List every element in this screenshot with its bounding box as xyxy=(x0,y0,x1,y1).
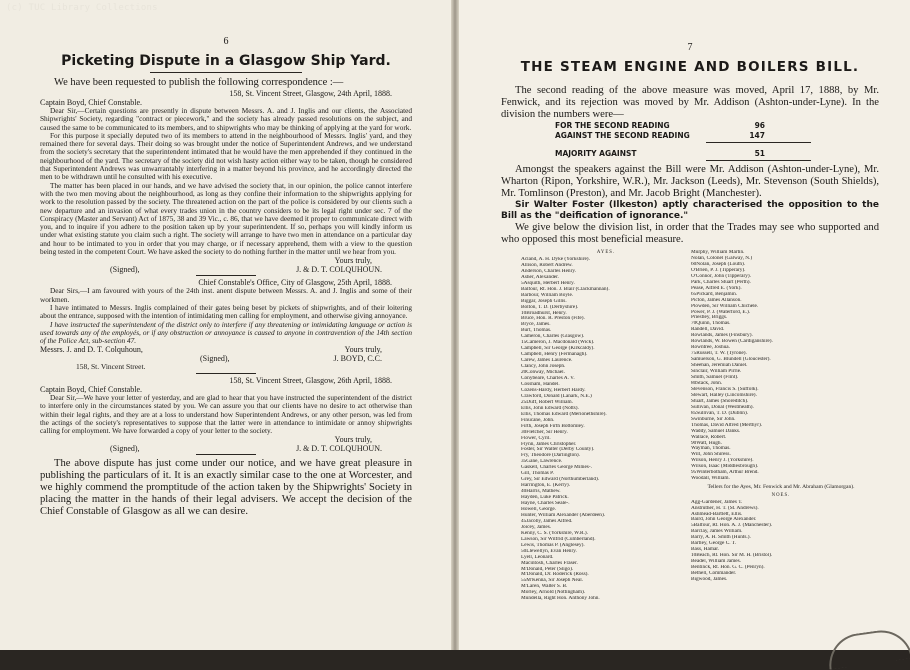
division-list-name: Anderson, Charles Henry. xyxy=(521,268,576,274)
division-list-name: Pease, Alfred E. (York). xyxy=(691,285,742,291)
division-list-name: Lewis, Thomas P. (Anglesey). xyxy=(521,542,585,548)
letter1-paragraph: For this purpose it specially deputed two of its members to attend in the neighbourhood of Messrs. Inglis' yard, and they remained there for several days. Their doing so was brought under the notice of Superintendent Andrews, and we understand from the society's secretary that the superintendent intimated that he would have the men apprehended if they continued in the neighbourhood of the yard. The secretary of the society did not wish hasty action either way to be taken, though he considered that Superintendent Andrews was unwarrantably interfering in a matter beyond his province, and he accordingly directed the men to be withdrawn until he consulted with his executive. xyxy=(40,130,412,182)
division-list-name: Wallace, Robert. xyxy=(691,434,727,440)
division-list-name: Bartley, George C. T. xyxy=(691,541,736,547)
letter1-address: 158, St. Vincent Street, Glasgow, 24th April, 1888. xyxy=(229,89,392,98)
division-list-name: 30Fletcher, Sir Henry. xyxy=(521,429,568,435)
letter2-addressee: 158, St. Vincent Street. xyxy=(76,362,146,372)
division-list-name: O'Brien, P. J. (Tipperary). xyxy=(691,267,746,273)
letter1-salutation: Captain Boyd, Chief Constable. xyxy=(40,98,142,107)
division-list-name: 50Llewellyn, Evan Henry. xyxy=(521,548,577,554)
division-list-name: 35Gane, Lawrence. xyxy=(521,459,563,465)
division-list-name: 45Jacoby, James Alfred. xyxy=(521,518,573,524)
division-list-name: Bolton, T. D. (Derbyshire). xyxy=(521,304,579,310)
division-list-name: Macintosh, Charles Fraser. xyxy=(521,560,578,566)
division-list-name: Lawson, Sir Wilfrid (Cumberland). xyxy=(521,536,596,542)
division-list-name: 75Russell, T. W. (Tyrone). xyxy=(691,351,747,357)
division-list-name: Swinburne, Sir John. xyxy=(691,416,736,422)
division-list-name: 25Duff, Robert William. xyxy=(521,399,573,405)
division-list-name: 70Quinn, Thomas. xyxy=(691,321,731,327)
division-list-name: Stevenson, Francis S. (Suffolk). xyxy=(691,386,759,392)
division-list-name: Carew, James Laurence. xyxy=(521,358,573,364)
division-list-name: Cameron, Charles (Glasgow). xyxy=(521,334,585,340)
division-list-name: Ashmead-Bartlett, Ellis. xyxy=(691,511,743,517)
division-list-name: Sinclair, William Pirrie. xyxy=(691,369,742,375)
division-list-name: Murphy, William Martin. xyxy=(691,250,745,255)
division-list-name: 5Asquith, Herbert Henry. xyxy=(521,280,575,286)
sum-rule xyxy=(706,142,811,143)
division-list-name: Joicey, James. xyxy=(521,524,552,530)
division-list-name: Allison, Robert Andrew. xyxy=(521,262,573,268)
division-list-name: Priestley, Briggs. xyxy=(691,315,728,321)
division-list-name: Burt, Thomas. xyxy=(521,328,552,334)
division-list-name: Nolan, Colonel (Galway, N.) xyxy=(691,255,753,261)
division-list-name: Barclay, James William. xyxy=(691,529,743,535)
division-list-name: Randell, David. xyxy=(691,327,725,333)
division-list-name: Lyell, Leonard. xyxy=(521,554,554,560)
division-list-name: Anstruther, H. T. (St. Andrews). xyxy=(691,505,759,511)
letter1-signature: (Signed), J. & D. T. COLQUHOUN. xyxy=(110,265,382,275)
division-list-name: Campbell, Henry (Fermanagh). xyxy=(521,352,588,358)
division-list-name: Clancy, John Joseph. xyxy=(521,364,566,370)
letter3-salutation: Captain Boyd, Chief Constable. xyxy=(40,384,142,394)
letter2-closing: Messrs. J. and D. T. Colquhoun, Yours truly, xyxy=(40,345,382,355)
division-list-name: Rowlands, W. Bowen (Cardiganshire). xyxy=(691,339,773,345)
division-list-name: 15Cameron, J. Macdonald (Wick). xyxy=(521,340,595,346)
division-list-name: 10Beach, Rt. Hon. Sir M. H. (Bristol). xyxy=(691,553,773,559)
division-list-name: Power, P. J. (Waterford, E.). xyxy=(691,309,751,315)
letter1-closing: Yours truly, xyxy=(334,256,372,266)
division-list-name: Bethell, Commander. xyxy=(691,571,737,577)
tellers-note: Tellers for the Ayes, Mr. Fenwick and Mr. Abraham (Glamorgan). xyxy=(707,484,855,491)
division-list-name: Barry, A. H. Smith (Hunts.). xyxy=(691,535,751,541)
division-list-name: Gill, Thomas P. xyxy=(521,471,554,477)
division-list-name: M'Donald, Dr. Roderick (Ross). xyxy=(521,572,589,578)
division-list-name: Howell, George. xyxy=(521,506,557,512)
division-list-name: Bass, Hamar. xyxy=(691,547,720,553)
division-list-name: Grey, Sir Edward (Northumberland). xyxy=(521,477,600,483)
division-list-name: Baird, John George Alexander. xyxy=(691,517,757,523)
division-list-name: Stuart, James (Shoreditch). xyxy=(691,398,749,404)
page-number-left: 6 xyxy=(223,36,229,47)
division-list-name: Balfour, Rt. Hon. J. Blair (Clackmannan). xyxy=(521,286,610,292)
division-list-name: 90Watt, Hugh. xyxy=(691,440,722,446)
division-list-name: Waddy, Samuel Danks. xyxy=(691,428,741,434)
sum-rule xyxy=(706,160,811,161)
division-list-name: O'Connor, John (Tipperary). xyxy=(691,273,751,279)
letter3-address: 158, St. Vincent Street, Glasgow, 26th April, 1888. xyxy=(229,375,392,385)
article-title-picketing: Picketing Dispute in a Glasgow Ship Yard. xyxy=(61,53,391,69)
division-list-name: Stewart, Halley (Lincolnshire). xyxy=(691,392,757,398)
division-list-name: 85Sullivan, T. D. (Dublin). xyxy=(691,410,749,416)
letter3-signature: (Signed), J. & D. T. COLQUHOUN. xyxy=(110,444,382,454)
division-list-name: Finucane, John. xyxy=(521,417,555,423)
division-list-name: Sullivan, Donal (Westmeath). xyxy=(691,404,754,410)
bill-intro: The second reading of the above measure was moved, April 17, 1888, by Mr. Fenwick, and its rejection was moved by Mr. Addison (Ashton-under-Lyne). In the division the numbers were— xyxy=(501,85,879,120)
division-list-name: Barbour, William Boyle. xyxy=(521,292,574,298)
separator-rule xyxy=(196,373,256,374)
noes-heading: NOES. xyxy=(771,492,791,498)
division-list-name: Harrington, E. (Kerry). xyxy=(521,483,570,489)
division-list-name: Beadel, William James. xyxy=(691,559,741,565)
division-list-name: Rowntree, Joshua. xyxy=(691,345,730,351)
foster-quote: Sir Walter Foster (Ilkeston) aptly characterised the opposition to the Bill as the "deification of ignorance." xyxy=(501,200,879,221)
division-list-name: M'Donald, Peter (Sligo). xyxy=(521,566,574,572)
division-list-name: Samuelson, G. Blundell (Gloucester). xyxy=(691,357,771,363)
division-list-name: 20Conway, Michael. xyxy=(521,370,565,376)
division-list-name: Wilson, Isaac (Middlesbrough). xyxy=(691,464,759,470)
division-list-name: 55M'Kenna, Sir Joseph Neal. xyxy=(521,578,584,584)
separator-rule xyxy=(196,454,256,455)
division-list-name: Plowden, Sir William Chichele. xyxy=(691,303,759,309)
ayes-column-left xyxy=(501,250,691,602)
division-list-name: Acland, A. H. Dyke (Yorkshire). xyxy=(521,256,590,262)
vote-against: AGAINST THE SECOND READING 147 xyxy=(555,131,765,140)
right-page-content xyxy=(501,42,879,602)
division-list-name: Morley, Arnold (Nottingham). xyxy=(521,590,586,596)
division-list-intro: We give below the division list, in order that the Trades may see who supported and who opposed this most beneficial measure. xyxy=(501,222,879,245)
letter2-paragraph: I have intimated to Messrs. Inglis complained of their gates being beset by pickets of shipwrights, and of their loitering about the entrance, supposed with the intention of intimidating men calling for employment, and otherwise giving annoyance. xyxy=(40,302,412,321)
article-title-steam-engine: THE STEAM ENGINE AND BOILERS BILL. xyxy=(520,59,860,75)
division-list-name: Biggar, Joseph Gillis. xyxy=(521,298,567,304)
division-list-name: 60Nolan, Joseph (Louth). xyxy=(691,261,746,267)
division-list-name: Mundella, Right Hon. Anthony John. xyxy=(521,596,600,602)
division-list-name: Flynn, James Christopher. xyxy=(521,441,577,447)
division-list-name: Ellis, Thomas Edward (Merionethshire). xyxy=(521,411,607,417)
title-rule xyxy=(150,72,302,73)
division-list-name: Hayne, Charles Seale-. xyxy=(521,501,570,507)
division-list-name: Campbell, Sir George (Kirkcaldy). xyxy=(521,346,595,352)
collection-watermark: (c) TUC Library Collections xyxy=(6,3,158,13)
division-list-name: Cossham, Handel. xyxy=(521,381,560,387)
division-list-name: Agg-Gardener, James T. xyxy=(691,499,743,505)
letter2-address: Chief Constable's Office, City of Glasgow, 25th April, 1888. xyxy=(198,278,392,288)
division-list-name: 95Winterbotham, Arthur Brend. xyxy=(691,470,759,476)
division-list-name: Thomas, David Alfred (Merthyr). xyxy=(691,422,763,428)
division-list-name: M'Laren, Walter S. B. xyxy=(521,584,568,590)
division-list-name: 40Harris, Mathew. xyxy=(521,489,561,495)
division-list-name: Hayden, Luke Patrick. xyxy=(521,495,569,501)
left-page xyxy=(0,0,455,650)
division-list-name: Kenny, C. S. (Yorkshire, W.R.). xyxy=(521,530,588,536)
letter3-closing: Yours truly, xyxy=(334,435,372,445)
intro-text: We have been requested to publish the following correspondence :— xyxy=(54,77,344,88)
division-list-name: Smith, Samuel (Flint). xyxy=(691,375,739,381)
vote-majority: MAJORITY AGAINST 51 xyxy=(555,149,765,158)
division-list-name: Bentinck, Rt. Hon. G. C. (Penryn). xyxy=(691,565,765,571)
division-list-name: 65Pickard, Benjamin. xyxy=(691,291,738,297)
division-list-name: Cozens-Hardy, Herbert Hardy. xyxy=(521,387,586,393)
division-list-name: Firth, Joseph Firth Bottomley. xyxy=(521,423,585,429)
division-list-name: Wayman, Thomas. xyxy=(691,446,731,452)
division-list-name: Gaskell, Charles George Milnes-. xyxy=(521,465,592,471)
division-list-name: Wilson, Henry J. (Yorkshire). xyxy=(691,458,754,464)
division-list-name: Bryce, James. xyxy=(521,322,551,328)
division-list-name: Rowlands, James (Finsbury). xyxy=(691,333,753,339)
division-list-name: Sheehan, Jeremiah Daniel. xyxy=(691,363,748,369)
letter3-paragraph: Dear Sir,—We have your letter of yesterday, and are glad to hear that you have instructed the superintendent of the district to interfere only in the circumstances stated by you. We can assure you that our clients have no desire to act otherwise than within their legal rights, and they are at a loss to understand how Superintendent Andrews, or any other person, was led from the actings of the society's representatives to suppose that the latter were in attendance to intimidate or annoy shipwrights calling for employment. We have forwarded a copy of your letter to the society. xyxy=(40,392,412,436)
division-list-name: Bruce, Hon. R. Preston (Fife). xyxy=(521,316,585,322)
speakers-paragraph: Amongst the speakers against the Bill were Mr. Addison (Ashton-under-Lyne), Mr. Wharton (Ripon, Yorkshire, W.R.), Mr. Jackson (Leeds), Mr. Stevenson (South Shields), Mr. Tomlinson (Preston), and Mr. Jacob Bright (Manchester). xyxy=(501,164,879,199)
separator-rule xyxy=(196,275,256,276)
division-list-name: Bigwood, James. xyxy=(691,577,728,583)
letter2-signature: (Signed), J. BOYD, C.C. xyxy=(200,354,382,364)
division-list-name: Woodall, William. xyxy=(691,476,730,482)
division-list-name: Crawford, Donald (Lanark, N.E.) xyxy=(521,393,592,399)
division-list-name: Ellis, John Edward (Notts). xyxy=(521,405,579,411)
ayes-heading: AYES. xyxy=(596,250,616,255)
division-list-name: Foster, Sir Walter (Derby County). xyxy=(521,447,595,453)
division-list-name: Conybeare, Charles A. V. xyxy=(521,376,575,382)
editorial-conclusion: The above dispute has just come under our notice, and we have great pleasure in publishing the particulars of it. It is an exactly similar case to the one at Worcester, and we highly commend the promptitude of the action taken by the Shipwrights' Society in placing the matter in the hands of their legal advisers. We accept the decision of the Chief Constable of Glasgow as all we can desire. xyxy=(40,458,412,518)
division-list-name: Picton, James Allanson. xyxy=(691,297,742,303)
vote-for: FOR THE SECOND READING 96 xyxy=(555,121,765,130)
book-gutter xyxy=(451,0,459,650)
division-list-name: Will, John Shiress. xyxy=(691,452,731,458)
division-list xyxy=(501,250,879,602)
letter1-paragraph: Dear Sir,—Certain questions are presently in dispute between Messrs. A. and J. Inglis and our clients, the Associated Shipwrights' Society, regarding "contract or piecework," and the society has already passed resolutions on the subject, and caused the same to be communicated to its members, and to shipwrights who may be thinking of applying at the yard for work. xyxy=(40,106,412,132)
division-list-name: 5Balfour, Rt. Hon. A. J. (Manchester). xyxy=(691,523,773,529)
division-list-name: Fry, Theodore (Darlington). xyxy=(521,453,580,459)
ayes-column-right xyxy=(691,250,871,602)
letter2-paragraph: Dear Sirs,—I am favoured with yours of the 24th inst. anent dispute between Messrs. A. and J. Inglis and some of their workmen. xyxy=(40,286,412,304)
division-list-name: 80Stack, John. xyxy=(691,380,723,386)
division-list-name: Asher, Alexander. xyxy=(521,274,559,280)
letter2-paragraph: I have instructed the superintendent of the district only to interfere if any threatening or intimidating language or action is used towards any of the employés, or if any obstruction or annoyance is caused to anyone in contravention of the 14th section of the Police Act, sub-section 47. xyxy=(40,319,412,346)
division-list-name: Flower, Cyril. xyxy=(521,435,551,441)
letter1-paragraph: The matter has been placed in our hands, and we have advised the society that, in our opinion, the police cannot interfere with the two men moving about the neighbourhood, as long as they confine their information to the shipwrights applying for work to the resolution passed by the society. The threatened action on the part of the police is considered by our clients such a new departure and an invasion of what every trades union in the country considers to be its legal right under sec. 7 of the Conspiracy (Master and Servant) Act of 1875, 38 and 39 Vic., c. 86, that we have deemed it proper to communicate direct with you, and to inquire if you adhere to the position taken up by your superintendent. If so, perhaps you will kindly inform us under what existing statute you claim such a right. The society will arrange to have two men in attendance on a particular day and hour to be intimated to you in order that you may charge, or if necessary apprehend, them with a view to the question being tested in the competent Court. We have asked the society to do nothing further in the matter until we hear from you. xyxy=(40,180,412,257)
page-number-right: 7 xyxy=(687,42,693,53)
division-list-name: Park, Charles Stuart (Perth). xyxy=(691,279,751,285)
right-page xyxy=(455,0,910,650)
division-list-name: Hunter, William Alexander (Aberdeen). xyxy=(521,512,606,518)
division-list-name: 10Broadhurst, Henry. xyxy=(521,310,567,316)
left-page-content xyxy=(40,36,412,518)
